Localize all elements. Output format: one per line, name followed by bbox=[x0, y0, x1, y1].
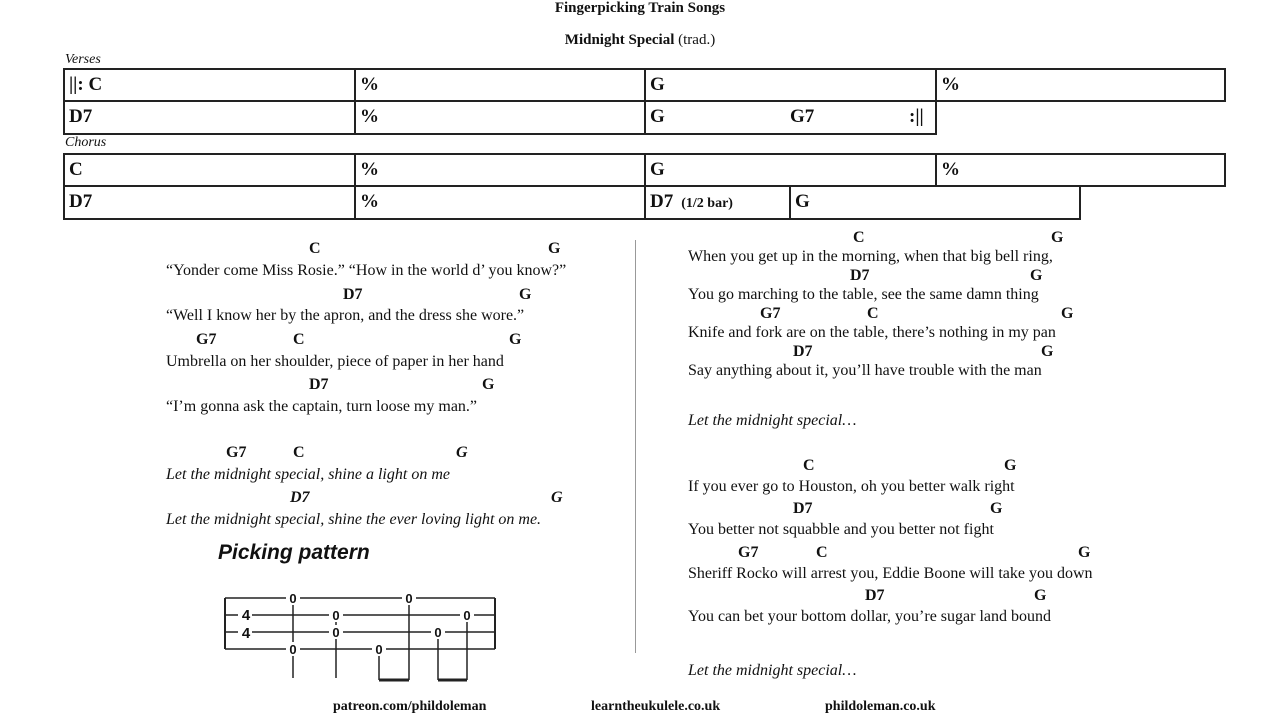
chord: G bbox=[1051, 229, 1064, 246]
song-title bbox=[0, 32, 1280, 49]
verse-bar-1: ||: C bbox=[63, 68, 356, 102]
chord: C bbox=[309, 240, 321, 257]
chord: C bbox=[853, 229, 865, 246]
lyric-line: “Yonder come Miss Rosie.” “How in the world d’ you know?” bbox=[166, 262, 567, 279]
tab-note: 0 bbox=[434, 625, 442, 640]
tab-note: 0 bbox=[405, 591, 413, 606]
chord: C bbox=[293, 444, 305, 461]
tab-note: 0 bbox=[375, 642, 383, 657]
chord: G bbox=[990, 500, 1003, 517]
chord: G7 bbox=[196, 331, 217, 348]
chord: C bbox=[816, 544, 828, 561]
verses-label: Verses bbox=[65, 52, 101, 67]
chord: G bbox=[1078, 544, 1091, 561]
chord: D7 bbox=[865, 587, 885, 604]
verse-bar-7: G G7 :|| bbox=[644, 100, 937, 135]
chord: G bbox=[1030, 267, 1043, 284]
repeat-end: :|| bbox=[909, 106, 924, 127]
chord: G7 bbox=[760, 305, 781, 322]
lyric-line: You can bet your bottom dollar, you’re sugar land bound bbox=[688, 608, 1052, 625]
verse-bar-2: % bbox=[354, 68, 646, 102]
footer-link-phildoleman[interactable]: phildoleman.co.uk bbox=[825, 699, 936, 714]
chorus-reference: Let the midnight special… bbox=[688, 412, 857, 429]
chord: D7 bbox=[309, 376, 329, 393]
chord: G bbox=[456, 444, 468, 461]
lyric-line: Say anything about it, you’ll have trouble with the man bbox=[688, 362, 1042, 379]
half-bar-note: (1/2 bar) bbox=[681, 196, 733, 211]
tab-note: 0 bbox=[463, 608, 471, 623]
chord: G bbox=[509, 331, 522, 348]
tab-note: 0 bbox=[289, 591, 297, 606]
column-divider bbox=[635, 240, 636, 653]
chord: D7 bbox=[793, 500, 813, 517]
chord: D7 bbox=[793, 343, 813, 360]
chorus-bar-8: G bbox=[789, 185, 1081, 220]
verse-bar-7-second-chord: G7 bbox=[790, 106, 815, 127]
chorus-bar-1: C bbox=[63, 153, 356, 187]
chorus-bar-3: G bbox=[644, 153, 937, 187]
chorus-bar-6: % bbox=[354, 185, 646, 220]
footer-link-learntheukulele[interactable]: learntheukulele.co.uk bbox=[591, 699, 721, 714]
lyric-line: Let the midnight special, shine the ever loving light on me. bbox=[166, 511, 542, 528]
chord: D7 bbox=[850, 267, 870, 284]
footer-link-patreon[interactable]: patreon.com/phildoleman bbox=[333, 699, 487, 714]
song-name: Midnight Special bbox=[564, 32, 675, 48]
picking-pattern-title: Picking pattern bbox=[218, 541, 370, 564]
lyric-line: “I’m gonna ask the captain, turn loose my man.” bbox=[166, 398, 478, 415]
chord: G bbox=[519, 286, 532, 303]
lyric-line: When you get up in the morning, when that big bell ring, bbox=[688, 248, 1053, 265]
chorus-bar-5: D7 bbox=[63, 185, 356, 220]
lyric-line: Sheriff Rocko will arrest you, Eddie Boone will take you down bbox=[688, 565, 1093, 582]
chord: C bbox=[293, 331, 305, 348]
song-note: (trad.) bbox=[678, 32, 716, 48]
chord: G bbox=[482, 376, 495, 393]
lyric-line: You go marching to the table, see the same damn thing bbox=[688, 286, 1039, 303]
chord: G bbox=[1061, 305, 1074, 322]
chord: G7 bbox=[738, 544, 759, 561]
chord: G bbox=[1034, 587, 1047, 604]
lyric-line: Knife and fork are on the table, there’s nothing in my pan bbox=[688, 324, 1056, 341]
lyric-line: Let the midnight special, shine a light on me bbox=[166, 466, 450, 483]
time-signature-bottom: 4 bbox=[241, 625, 251, 642]
tab-note: 0 bbox=[289, 642, 297, 657]
lyric-line: If you ever go to Houston, oh you better walk right bbox=[688, 478, 1015, 495]
chord: G7 bbox=[226, 444, 247, 461]
verse-bar-6: % bbox=[354, 100, 646, 135]
chord: G bbox=[551, 489, 563, 506]
tab-note: 0 bbox=[332, 608, 340, 623]
verse-bar-4: % bbox=[935, 68, 1226, 102]
page-title: Fingerpicking Train Songs bbox=[554, 0, 726, 16]
chord: D7 bbox=[290, 489, 310, 506]
chord: C bbox=[803, 457, 815, 474]
time-signature-top: 4 bbox=[241, 607, 251, 624]
chorus-bar-4: % bbox=[935, 153, 1226, 187]
lyric-line: “Well I know her by the apron, and the dress she wore.” bbox=[166, 307, 525, 324]
chorus-reference: Let the midnight special… bbox=[688, 662, 857, 679]
chord: G bbox=[1041, 343, 1054, 360]
chorus-bar-7: D7 (1/2 bar) bbox=[644, 185, 791, 220]
chord: C bbox=[867, 305, 879, 322]
picking-tab bbox=[220, 588, 500, 683]
verse-bar-3: G bbox=[644, 68, 937, 102]
chorus-bar-2: % bbox=[354, 153, 646, 187]
chorus-label: Chorus bbox=[65, 135, 107, 150]
lyric-line: You better not squabble and you better not fight bbox=[688, 521, 994, 538]
tab-note: 0 bbox=[332, 625, 340, 640]
chord: G bbox=[1004, 457, 1017, 474]
verse-bar-5: D7 bbox=[63, 100, 356, 135]
chord: G bbox=[548, 240, 561, 257]
lyric-line: Umbrella on her shoulder, piece of paper in her hand bbox=[166, 353, 504, 370]
chord: D7 bbox=[343, 286, 363, 303]
